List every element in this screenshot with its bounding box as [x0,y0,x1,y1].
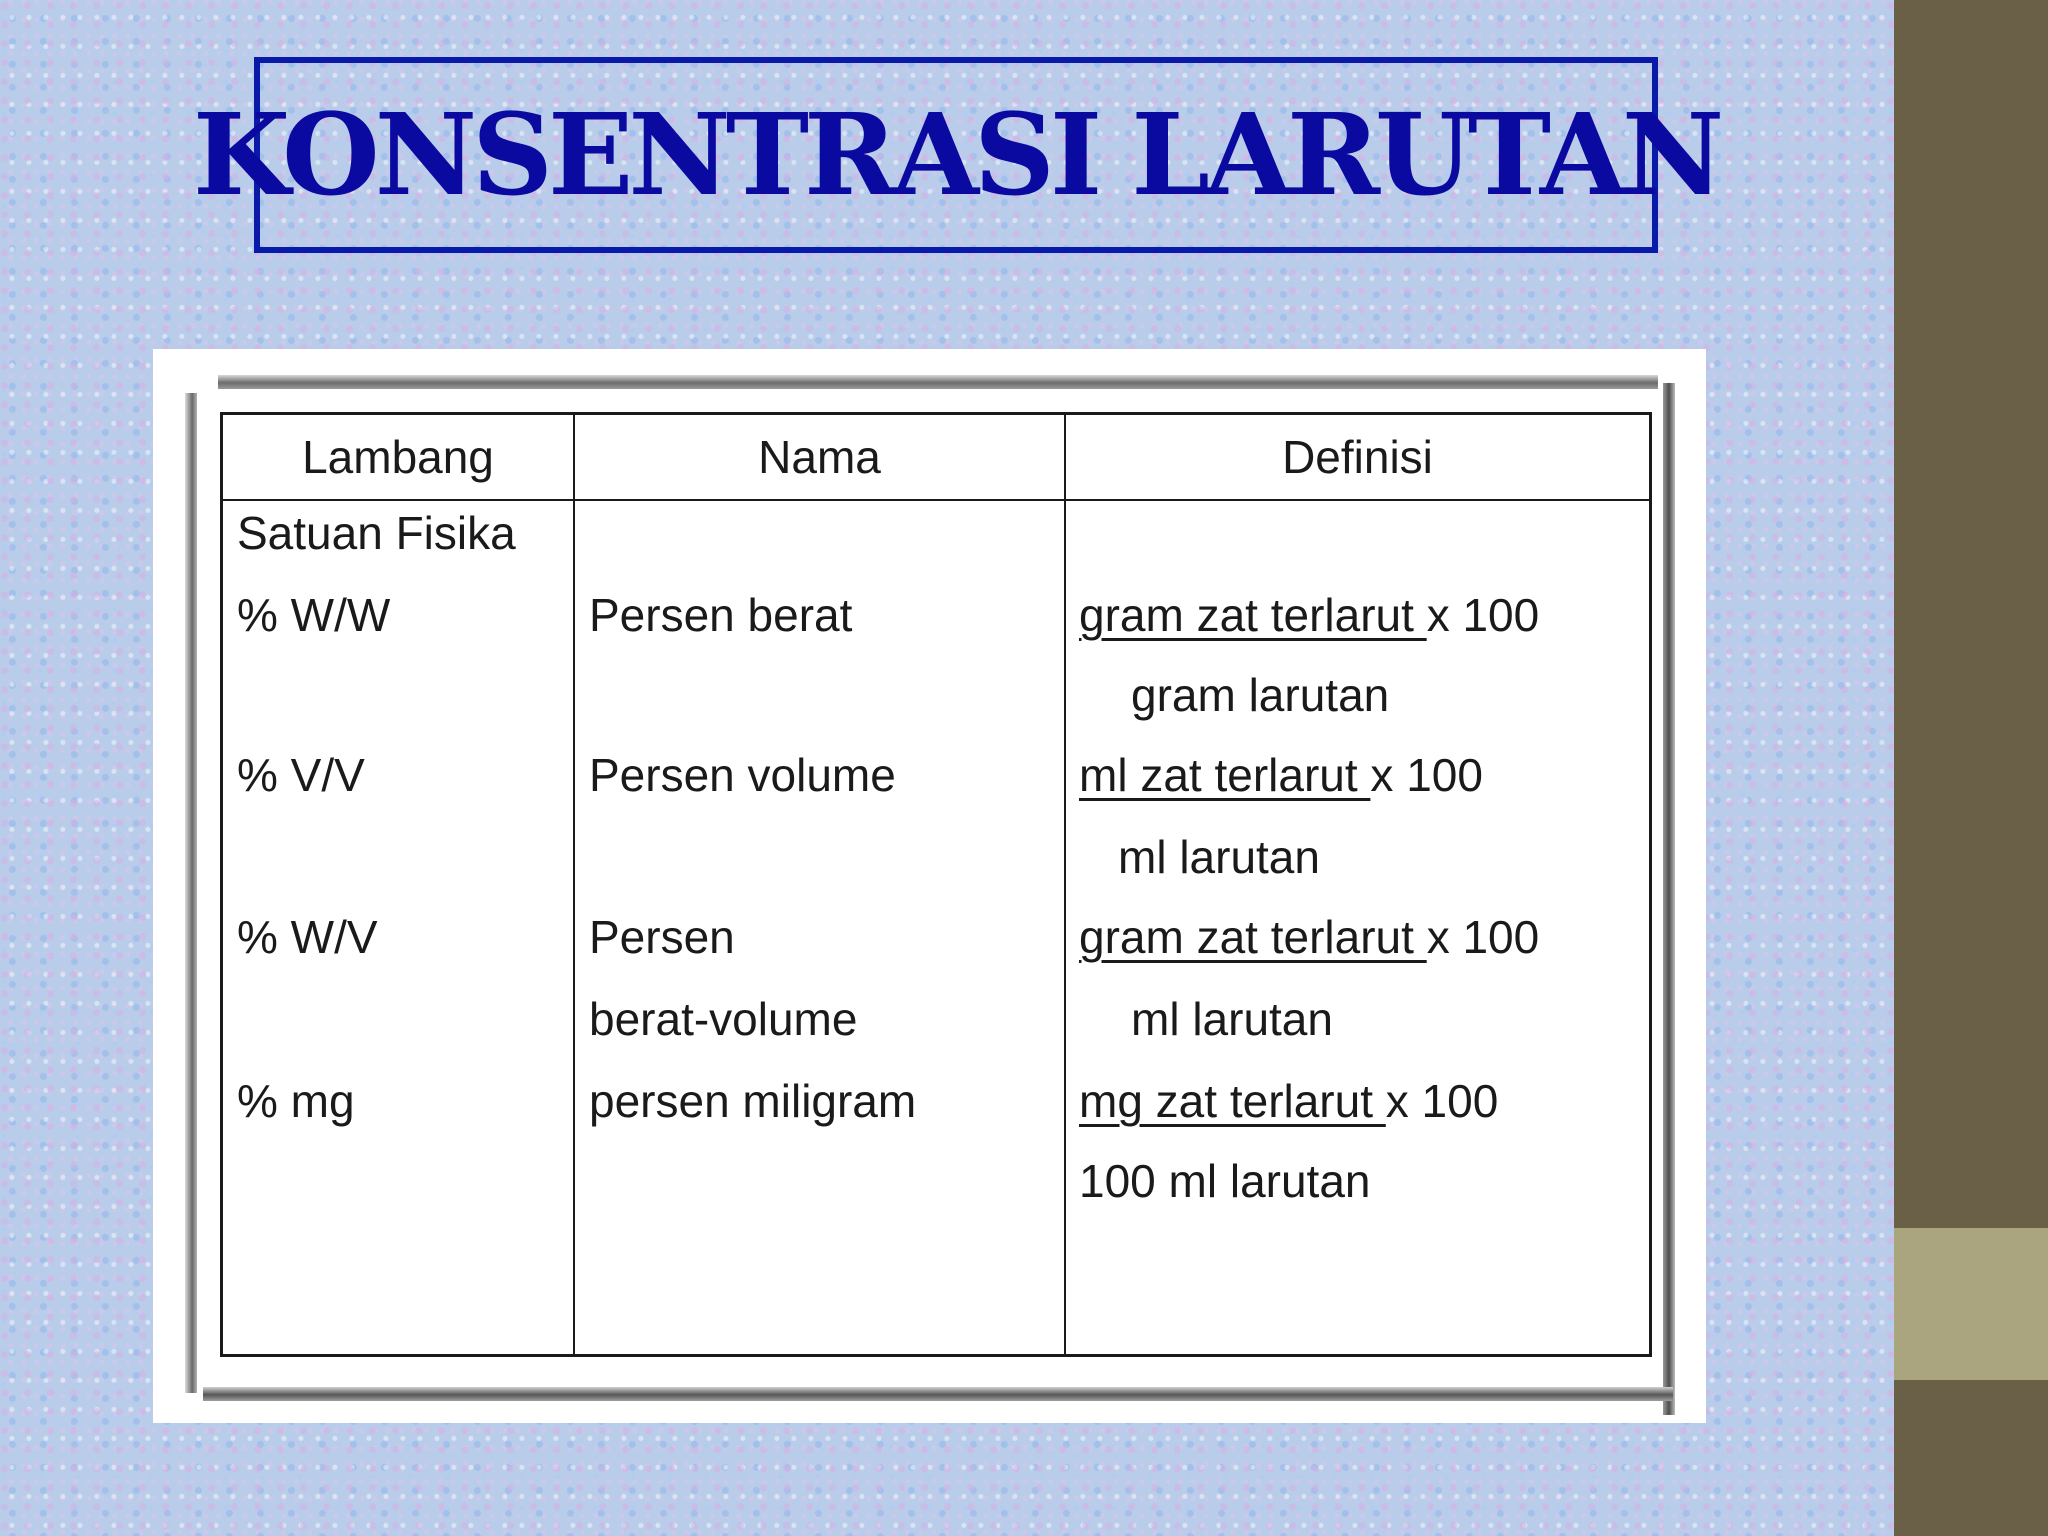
row-symbol: % V/V [237,749,365,801]
row-symbol: % W/V [237,911,378,963]
row-name: persen miligram [589,1075,917,1127]
header-name: Nama [758,431,881,483]
frame-shadow-left [185,393,197,1393]
row-definition-denominator: 100 ml larutan [1079,1155,1371,1207]
frame-shadow-bottom [203,1387,1673,1401]
side-accent-block [1894,1228,2048,1380]
multiplier-text: x 100 [1426,911,1540,963]
multiplier-text: x 100 [1370,749,1483,801]
header-divider [223,499,1649,501]
row-definition-numerator [1079,749,1483,801]
row-definition-denominator: ml larutan [1131,993,1333,1045]
numerator-text: gram zat terlarut [1079,589,1427,641]
row-symbol: % W/W [237,589,391,641]
column-divider [573,415,575,1354]
row-name: Persen [589,911,735,963]
frame-shadow-top [218,375,1658,389]
row-definition-denominator: gram larutan [1131,669,1390,721]
slide-title: KONSENTRASI LARUTAN [192,89,1720,221]
numerator-text: gram zat terlarut [1079,911,1427,963]
row-definition-denominator: ml larutan [1118,831,1320,883]
row-definition-numerator [1079,589,1539,641]
multiplier-text: x 100 [1385,1075,1499,1127]
header-symbol: Lambang [302,431,494,483]
concentration-table [220,412,1652,1357]
column-divider [1064,415,1066,1354]
row-name: Persen volume [589,749,896,801]
header-definition: Definisi [1282,431,1433,483]
section-label: Satuan Fisika [237,507,516,559]
title-box [192,57,1720,253]
table-image-panel [153,349,1706,1423]
frame-shadow-right [1663,383,1675,1415]
multiplier-text: x 100 [1426,589,1540,641]
row-name: Persen berat [589,589,853,641]
row-symbol: % mg [237,1075,355,1127]
row-definition-numerator [1079,911,1539,963]
numerator-text: ml zat terlarut [1079,749,1371,801]
numerator-text: mg zat terlarut [1079,1075,1386,1127]
row-definition-numerator [1079,1075,1498,1127]
row-name-line-2: berat-volume [589,993,858,1045]
